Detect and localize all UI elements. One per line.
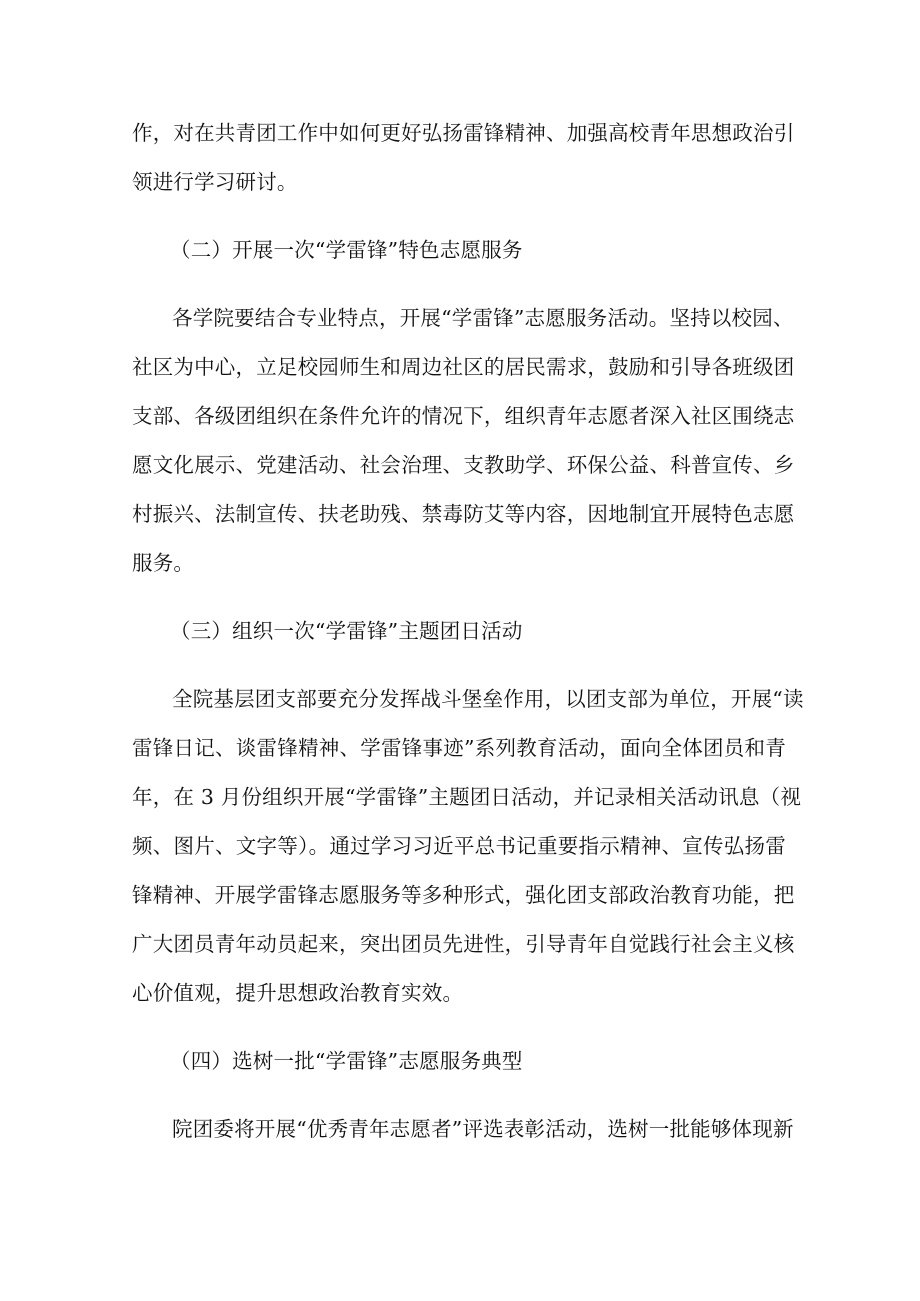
text-line: 各学院要结合专业特点，开展“学雷锋”志愿服务活动。坚持以校园、 [172, 306, 794, 330]
text-line: 年，在 3 月份组织开展“学雷锋”主题团日活动，并记录相关活动讯息（视 [132, 785, 802, 809]
text-line: 心价值观，提升思想政治教育实效。 [132, 981, 464, 1005]
text-line: 社区为中心，立足校园师生和周边社区的居民需求，鼓励和引导各班级团 [132, 355, 795, 379]
text-line: 支部、各级团组织在条件允许的情况下，组织青年志愿者深入社区围绕志 [132, 404, 795, 428]
heading-text: （四）选树一批“学雷锋”志愿服务典型 [170, 1049, 523, 1073]
text-line: 雷锋日记、谈雷锋精神、学雷锋事迹”系列教育活动，面向全体团员和青 [132, 736, 786, 760]
text-line: 作，对在共青团工作中如何更好弘扬雷锋精神、加强高校青年思想政治引 [132, 121, 795, 145]
text-line: 领进行学习研讨。 [132, 170, 298, 194]
heading-text: （三）组织一次“学雷锋”主题团日活动 [170, 619, 523, 643]
text-line: 愿文化展示、党建活动、社会治理、支教助学、环保公益、科普宣传、乡 [132, 453, 795, 477]
text-line: 村振兴、法制宣传、扶老助残、禁毒防艾等内容，因地制宜开展特色志愿 [132, 502, 795, 526]
text-line: 频、图片、文字等）。通过学习习近平总书记重要指示精神、宣传弘扬雷 [132, 834, 786, 858]
text-line: 全院基层团支部要充分发挥战斗堡垒作用，以团支部为单位，开展“读 [172, 687, 804, 711]
text-line: 广大团员青年动员起来，突出团员先进性，引导青年自觉践行社会主义核 [132, 932, 795, 956]
text-line: 服务。 [132, 551, 195, 575]
text-line: 锋精神、开展学雷锋志愿服务等多种形式，强化团支部政治教育功能，把 [132, 883, 795, 907]
heading-text: （二）开展一次“学雷锋”特色志愿服务 [170, 238, 523, 262]
text-line: 院团委将开展“优秀青年志愿者”评选表彰活动，选树一批能够体现新 [172, 1117, 794, 1141]
